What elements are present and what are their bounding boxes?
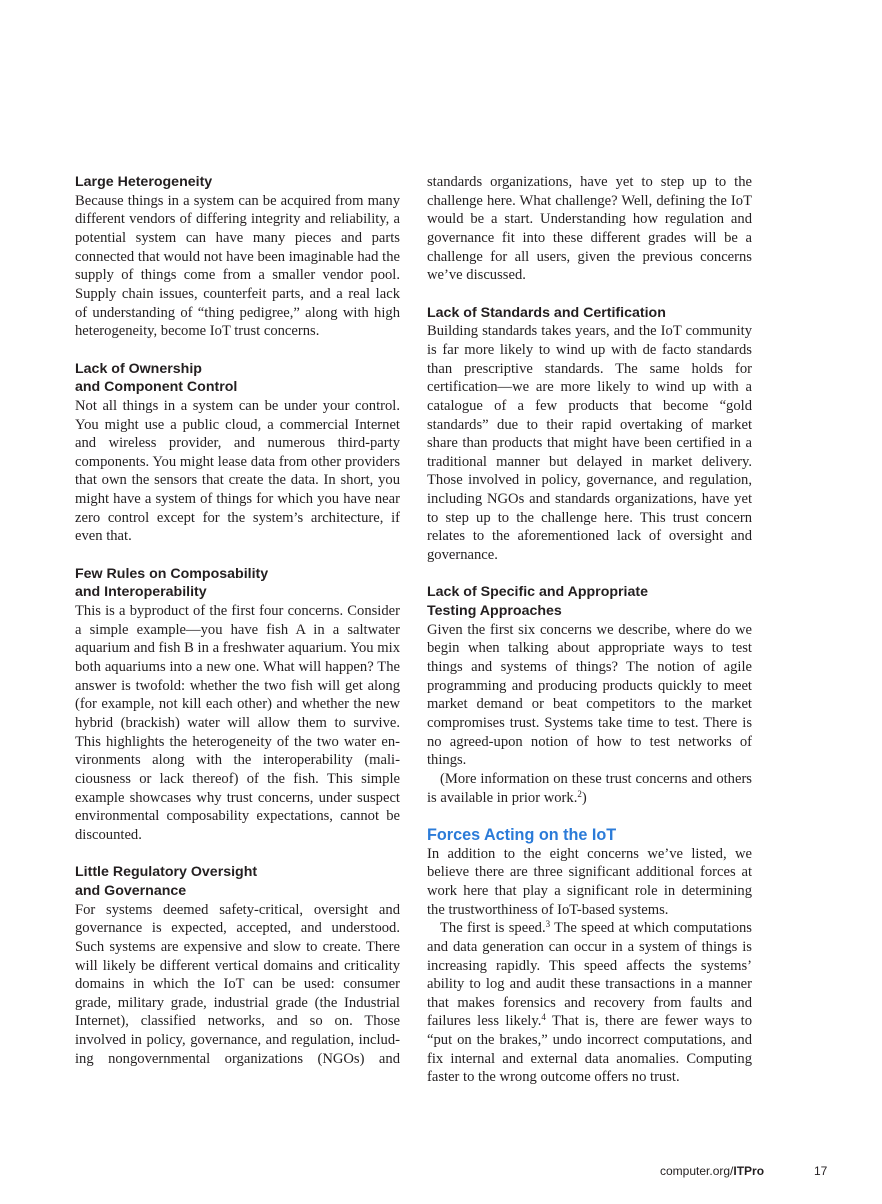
footer-site-link[interactable]: computer.org/ITPro (660, 1164, 765, 1178)
section-heading: Lack of Ownership and Component Control (75, 360, 238, 396)
body-paragraph: standards organizations, have yet to step up to the challenge here. What challenge? Well, defining the IoT would be a start. Understanding how regulation and governance fit into these different grades will be a challenge for all users, given the previous concerns we’ve discussed. (427, 174, 752, 284)
section-heading: Little Regulatory Oversight and Governance (75, 864, 258, 899)
section-heading: Large Heterogeneity (75, 174, 213, 190)
body-paragraph: Building standards takes years, and the IoT community is far more likely to wind up with de facto standards than prescriptive standards. The same holds for certification—we are more likely to wind up with a catalogue of a few products that become “gold standards” due to their rapid overtaking of market share than products that might have been certified in a traditional manner but delayed in market delivery. Those involved in policy, governance, and regulation, including NGOs and standards organizations, have yet to step up to the challenge here. This trust concern relates to the aforementioned lack of oversight and governance. (427, 323, 752, 564)
body-paragraph: (More information on these trust concerns and others is available in prior work.$^2$) (427, 770, 752, 806)
citation-ref[interactable]: 2 (577, 788, 582, 799)
section-lack-of-standards (427, 304, 752, 565)
body-paragraph: Because things in a system can be acquired from many different vendors of differing integrity and reliability, a potential system can have many pieces and parts connected that would not have been imaginable had the supply of things come from a smaller vendor pool. Supply chain issues, counterfeit parts, and a real lack of understanding of “thing pedigree,” along with high heterogeneity, become IoT trust concerns. (75, 192, 400, 340)
section-few-rules-composability (75, 565, 400, 845)
section-heading: Lack of Specific and Appropriate Testing Approaches (427, 584, 649, 620)
body-paragraph: For systems deemed safety-critical, oversight and governance is expected, accepted, and understood. Such systems are expensive and slow to create. There will likely be different vertical domains and criticality domains in which the IoT can be used: consumer grade, military grade, industrial grade (the Industrial Internet), classified networks, and so on. Those involved in policy, governance, and regulation, including nongovernmental organizations (NGOs) and (75, 901, 400, 1067)
section-heading: Lack of Standards and Certification (427, 304, 666, 321)
section-large-heterogeneity (75, 173, 400, 341)
body-paragraph: Given the first six concerns we describe, where do we begin when talking about appropriate ways to test things and systems of things? The notion of agile programming and producing products quickly to meet market demand or beat competitors to the market compromises trust. Systems take time to test. There is no agreed-upon notion of how to test networks of things. (427, 621, 752, 769)
section-lack-of-ownership (75, 360, 400, 547)
section-heading: Few Rules on Composability and Interoperability (75, 565, 269, 601)
citation-ref[interactable]: 3 (545, 919, 551, 930)
body-paragraph: Not all things in a system can be under your control. You might use a public cloud, a commercial Internet and wireless provider, and numerous third-party components. You might lease data from other providers that own the sensors that create the data. In short, you might have a system of things for which you have near zero control except for the system’s architecture, if even that. (75, 397, 400, 545)
citation-ref[interactable]: 4 (541, 1012, 546, 1023)
section-little-regulatory-oversight (75, 863, 400, 1068)
left-column (75, 173, 400, 1087)
section-lack-of-testing-approaches (427, 583, 752, 807)
body-paragraph: The first is speed.$^3$ The speed at which computations and data generation can occur in a system of things is increasing rapidly. This speed affects the systems’ ability to log and audit these transactions in a manner that makes forensics and recovery from faults and failures less likely.$^4$ That is, there are fewer ways to “put on the brakes,” undo incorrect computations, and fix internal and external data anomalies. Computing faster to the wrong outcome offers no trust. (427, 919, 752, 1086)
major-section-heading: Forces Acting on the IoT (427, 825, 617, 844)
body-paragraph: This is a byproduct of the first four concerns. Consider a simple example—you have fish A in a saltwater aquarium and fish B in a freshwater aquarium. You mix both aquariums into a new one. What will happen? The answer is twofold: whether the two fish will get along (for example, not kill each other) and whether the new hybrid (brackish) water will allow them to survive. This highlights the heterogeneity of the two water environments along with the interoperability (maliciousness or lack thereof) of the fish. This simple example showcases why trust concerns, under suspect environmental composability expectations, cannot be discounted. (75, 603, 400, 843)
body-paragraph: In addition to the eight concerns we’ve listed, we believe there are three significant additional forces at work here that play a significant role in determining the trustworthiness of IoT-based systems. (427, 845, 752, 918)
footer-brand: ITPro (733, 1164, 765, 1178)
right-column (427, 173, 752, 1106)
page-number: 17 (814, 1164, 828, 1178)
section-forces-acting (427, 826, 752, 1087)
section-continuation (427, 173, 752, 285)
